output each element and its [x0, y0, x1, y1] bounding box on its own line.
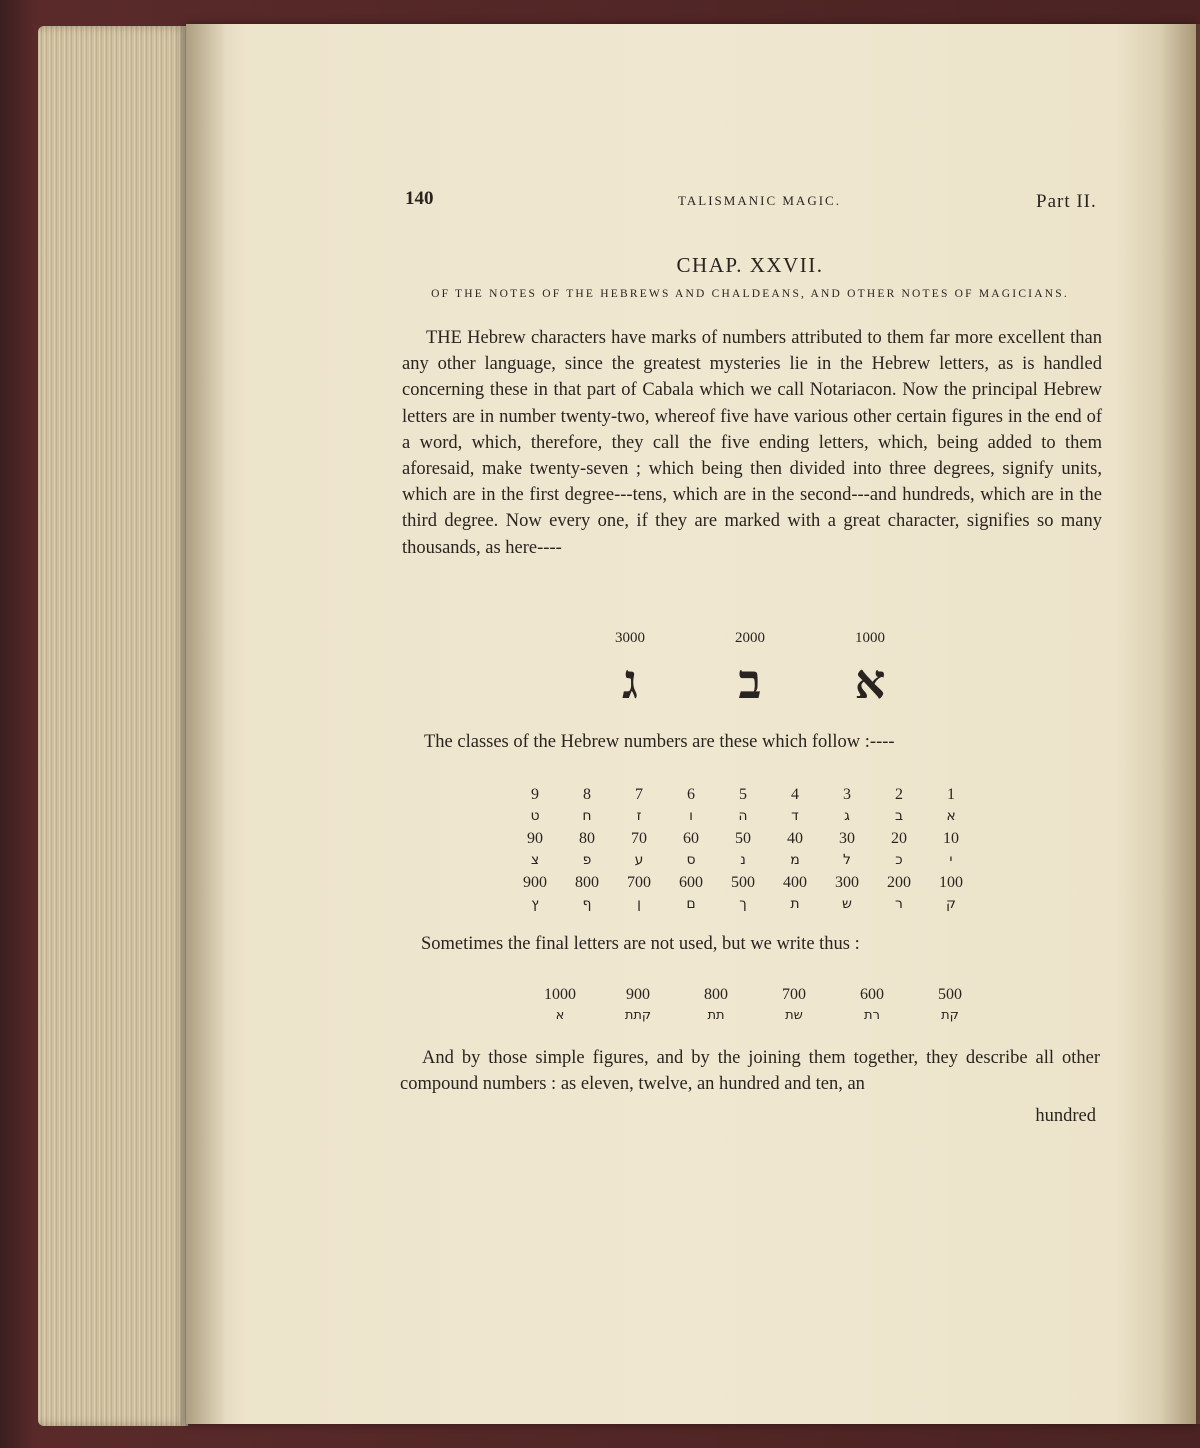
- table-cell: 1000: [544, 986, 576, 1003]
- table-cell: 800: [704, 986, 728, 1003]
- table-cell: א: [555, 1008, 565, 1023]
- part-label: Part II.: [1036, 191, 1097, 212]
- table-cell: 7: [635, 786, 643, 803]
- table-cell: קת: [941, 1008, 959, 1023]
- table-cell: י: [949, 852, 953, 868]
- chapter-subtitle: OF THE NOTES OF THE HEBREWS AND CHALDEANS, AND OTHER NOTES OF MAGICIANS.: [431, 288, 1069, 300]
- table-cell: 6: [687, 786, 695, 803]
- table-cell: 300: [835, 874, 859, 891]
- hundreds-digits-row: [515, 874, 985, 896]
- running-title: TALISMANIC MAGIC.: [678, 193, 841, 208]
- table-cell: 700: [782, 986, 806, 1003]
- table-cell: ע: [634, 852, 644, 868]
- table-cell: ת: [790, 896, 800, 912]
- table-cell: 50: [735, 830, 751, 847]
- thousand-number: 3000: [615, 630, 645, 646]
- table-cell: מ: [790, 852, 800, 868]
- table-cell: 900: [523, 874, 547, 891]
- table-cell: 8: [583, 786, 591, 803]
- table-cell: ב: [894, 808, 904, 824]
- table-cell: פ: [582, 852, 592, 868]
- final-letters-table: [525, 986, 965, 1030]
- table-cell: 500: [938, 986, 962, 1003]
- book-page: [186, 24, 1196, 1424]
- thousand-letter: ב: [738, 654, 762, 710]
- page-number: 140: [405, 188, 434, 209]
- hebrew-number-table: [515, 786, 985, 918]
- final-letters-sentence: Sometimes the final letters are not used, but we write thus :: [421, 934, 860, 954]
- table-cell: ם: [686, 896, 696, 912]
- table-cell: כ: [895, 852, 903, 868]
- classes-sentence: The classes of the Hebrew numbers are these which follow :----: [424, 732, 895, 752]
- tens-letters-row: [515, 852, 985, 874]
- table-cell: ר: [895, 896, 903, 912]
- chapter-title: CHAP. XXVII.: [676, 253, 824, 277]
- table-cell: ך: [739, 896, 747, 912]
- table-cell: 3: [843, 786, 851, 803]
- table-cell: 20: [891, 830, 907, 847]
- table-cell: רת: [864, 1008, 880, 1023]
- table-cell: ו: [689, 808, 693, 824]
- tens-digits-row: [515, 830, 985, 852]
- table-cell: 30: [839, 830, 855, 847]
- gutter-shadow: [186, 24, 226, 1424]
- table-cell: 1: [947, 786, 955, 803]
- table-cell: 10: [943, 830, 959, 847]
- right-page-edge: [1160, 24, 1200, 1424]
- table-cell: 90: [527, 830, 543, 847]
- table-cell: ג: [844, 808, 850, 824]
- thousand-letter: א: [854, 654, 886, 710]
- table-cell: צ: [530, 852, 540, 868]
- catchword: hundred: [1035, 1106, 1096, 1126]
- paragraph-intro: THE Hebrew characters have marks of numbers attributed to them far more excellent than any other language, since the greatest mysteries lie in the Hebrew letters, as is handled concerning these in that part of Cabala which we call Notariacon. Now the principal Hebrew letters are in number twenty-two, whereof five have various other certain figures in the end of a word, which, therefore, they call the five ending letters, which, being added to them aforesaid, make twenty-seven ; which being then divided into three degrees, signify units, which are in the first degree---tens, which are in the second---and hundreds, which are in the third degree. Now every one, if they are marked with a great character, signifies so many thousands, as here----: [402, 328, 1102, 558]
- table-cell: ן: [637, 896, 641, 912]
- table-cell: 500: [731, 874, 755, 891]
- table-cell: 60: [683, 830, 699, 847]
- table-cell: 400: [783, 874, 807, 891]
- units-letters-row: [515, 808, 985, 830]
- final-digits-row: [525, 986, 965, 1008]
- table-cell: 600: [679, 874, 703, 891]
- thousand-letter: ג: [622, 654, 638, 710]
- table-cell: 80: [579, 830, 595, 847]
- table-cell: נ: [740, 852, 746, 868]
- table-cell: 200: [887, 874, 911, 891]
- table-cell: 100: [939, 874, 963, 891]
- table-cell: ח: [582, 808, 592, 824]
- table-cell: 5: [739, 786, 747, 803]
- table-cell: א: [946, 808, 956, 824]
- table-cell: שת: [785, 1008, 803, 1023]
- table-cell: ץ: [531, 896, 539, 912]
- table-cell: 4: [791, 786, 799, 803]
- table-cell: 2: [895, 786, 903, 803]
- table-cell: ס: [686, 852, 696, 868]
- table-cell: ק: [946, 896, 956, 912]
- table-cell: 900: [626, 986, 650, 1003]
- thousand-number: 2000: [735, 630, 765, 646]
- table-cell: 9: [531, 786, 539, 803]
- table-cell: ה: [738, 808, 748, 824]
- table-cell: 700: [627, 874, 651, 891]
- table-cell: ז: [636, 808, 642, 824]
- table-cell: 70: [631, 830, 647, 847]
- table-cell: 800: [575, 874, 599, 891]
- table-cell: ל: [843, 852, 851, 868]
- table-cell: ש: [842, 896, 852, 912]
- final-letters-row: [525, 1008, 965, 1030]
- units-digits-row: [515, 786, 985, 808]
- page-edges: [38, 26, 188, 1426]
- hundreds-letters-row: [515, 896, 985, 918]
- table-cell: 600: [860, 986, 884, 1003]
- table-cell: ף: [582, 896, 592, 912]
- table-cell: קתת: [624, 1008, 652, 1023]
- paragraph-compound: And by those simple figures, and by the joining them together, they describe all other compound numbers : as eleven, twelve, an hundred and ten, an: [400, 1048, 1100, 1094]
- thousand-number: 1000: [855, 630, 885, 646]
- table-cell: ט: [530, 808, 540, 824]
- table-cell: 40: [787, 830, 803, 847]
- thousands-figure: [590, 630, 910, 710]
- table-cell: תת: [707, 1008, 725, 1023]
- table-cell: ד: [791, 808, 799, 824]
